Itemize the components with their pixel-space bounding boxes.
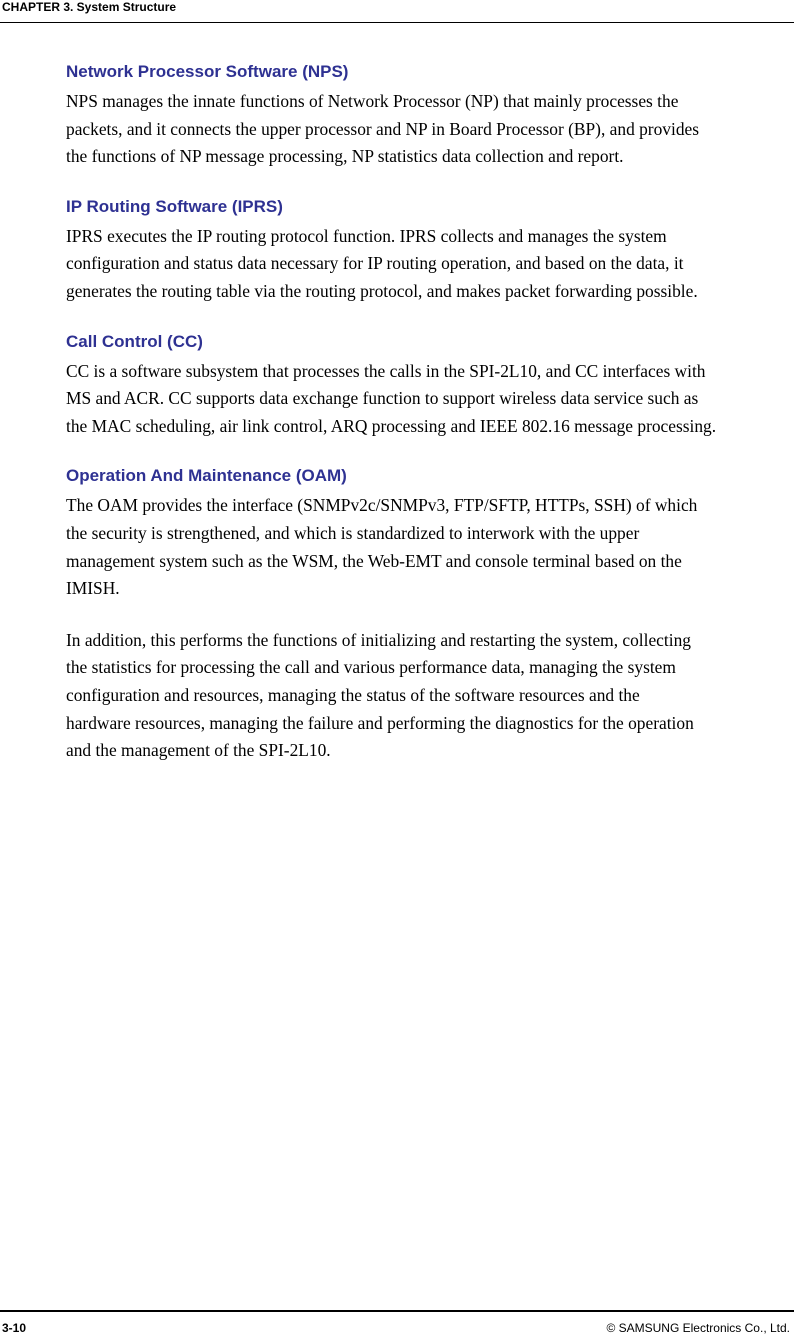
paragraph (66, 88, 790, 171)
header-divider (0, 22, 794, 23)
page-number: 3-10 (2, 1321, 27, 1335)
section-spacer (66, 306, 790, 330)
text-line: the functions of NP message processing, NP statistics data collection and report. (66, 146, 624, 167)
page-body (66, 60, 790, 765)
footer-divider (0, 1310, 794, 1312)
section-heading: IP Routing Software (IPRS) (66, 196, 283, 216)
text-line: the statistics for processing the call and various performance data, managing the system (66, 657, 676, 678)
section-heading: Network Processor Software (NPS) (66, 62, 349, 81)
section-spacer (66, 171, 790, 195)
text-line: CC is a software subsystem that processes the calls in the SPI-2L10, and CC interfaces with (66, 360, 706, 381)
text-line: configuration and resources, managing the status of the software resources and the (66, 684, 640, 705)
section-spacer (66, 440, 790, 464)
text-line: generates the routing table via the routing protocol, and makes packet forwarding possible. (66, 280, 698, 301)
paragraph (66, 358, 790, 441)
paragraph-spacer (66, 603, 790, 627)
text-line: the security is strengthened, and which is standardized to interwork with the upper (66, 522, 640, 543)
text-line: The OAM provides the interface (SNMPv2c/SNMPv3, FTP/SFTP, HTTPs, SSH) of which (66, 495, 698, 516)
text-line: In addition, this performs the functions of initializing and restarting the system, collecting (66, 629, 691, 650)
text-line: configuration and status data necessary for IP routing operation, and based on the data, it (66, 253, 684, 274)
section-heading: Operation And Maintenance (OAM) (66, 466, 347, 486)
text-line: IPRS executes the IP routing protocol function. IPRS collects and manages the system (66, 225, 667, 246)
text-line: IMISH. (66, 578, 120, 599)
text-line: hardware resources, managing the failure and performing the diagnostics for the operation (66, 712, 694, 733)
text-line: the MAC scheduling, air link control, ARQ processing and IEEE 802.16 message processing. (66, 415, 717, 436)
text-line: packets, and it connects the upper processor and NP in Board Processor (BP), and provides (66, 118, 699, 139)
paragraph (66, 492, 790, 602)
section-heading: Call Control (CC) (66, 331, 203, 351)
text-line: MS and ACR. CC supports data exchange function to support wireless data service such as (66, 388, 699, 409)
running-header-chapter-title: CHAPTER 3. System Structure (2, 0, 177, 14)
paragraph (66, 223, 790, 306)
section-cc (66, 330, 790, 441)
paragraph (66, 627, 790, 765)
text-line: management system such as the WSM, the Web-EMT and console terminal based on the (66, 550, 682, 571)
section-oam (66, 464, 790, 764)
text-line: and the management of the SPI-2L10. (66, 740, 331, 761)
text-line: NPS manages the innate functions of Network Processor (NP) that mainly processes the (66, 91, 679, 111)
copyright-notice: © SAMSUNG Electronics Co., Ltd. (606, 1321, 790, 1335)
section-nps (66, 60, 790, 171)
section-iprs (66, 195, 790, 306)
